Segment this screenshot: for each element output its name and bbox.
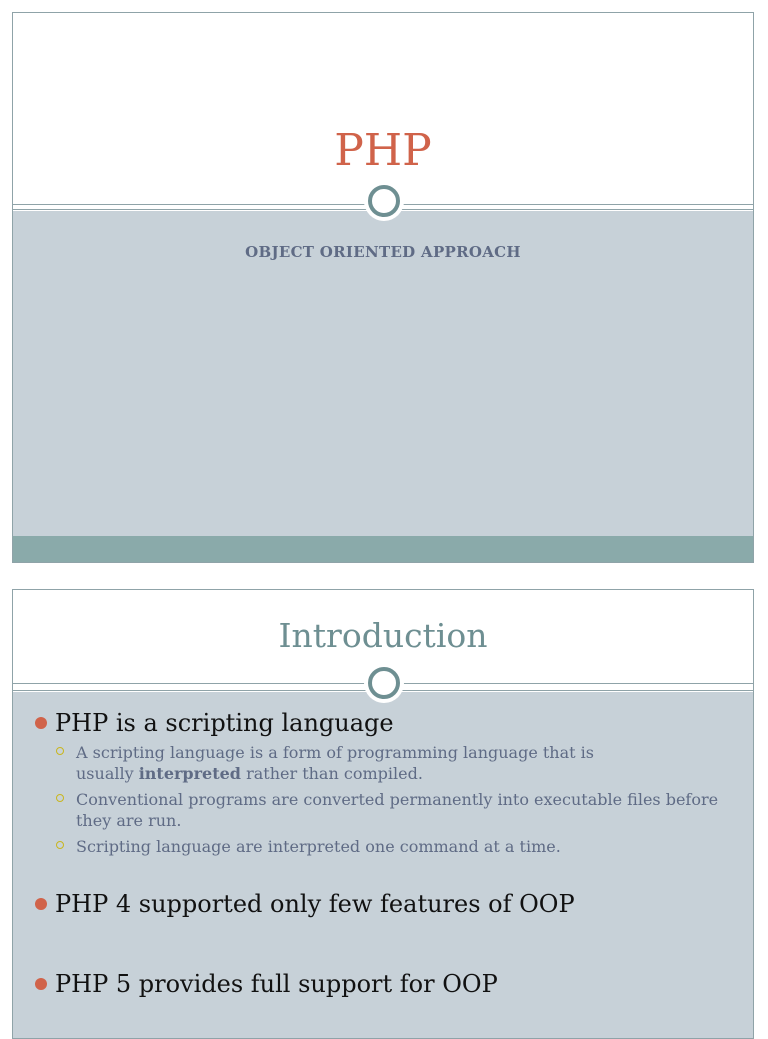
sub-bullet-item bbox=[33, 742, 733, 784]
footer-bar bbox=[13, 536, 753, 562]
bullet-list bbox=[33, 708, 733, 999]
bullet-text: PHP is a scripting language bbox=[55, 709, 394, 737]
bullet-dot-icon bbox=[35, 978, 47, 990]
bullet-item bbox=[33, 969, 733, 999]
sub-bullet-text: Conventional programs are converted permanently into executable files before they are run. bbox=[76, 790, 719, 830]
sub-bullet-item bbox=[33, 836, 733, 857]
sub-bullet-ring-icon bbox=[56, 747, 64, 755]
slide-subtitle: OBJECT ORIENTED APPROACH bbox=[245, 243, 521, 261]
sub-bullet-text: rather than compiled. bbox=[240, 764, 423, 783]
sub-bullet-text: Scripting language are interpreted one command at a time. bbox=[76, 837, 561, 856]
sub-bullet-item bbox=[33, 789, 733, 831]
emphasis-text: interpreted bbox=[138, 764, 241, 783]
introduction-slide bbox=[12, 589, 754, 1039]
slide-title: Introduction bbox=[278, 616, 488, 655]
sub-bullet-text: usually bbox=[76, 764, 139, 783]
sub-bullet-list bbox=[33, 742, 733, 857]
bullet-item bbox=[33, 708, 733, 738]
divider-circle-icon bbox=[368, 185, 400, 217]
sub-bullet-ring-icon bbox=[56, 794, 64, 802]
title-slide bbox=[12, 12, 754, 563]
bullet-text: PHP 5 provides full support for OOP bbox=[55, 970, 498, 998]
bullet-text: PHP 4 supported only few features of OOP bbox=[55, 890, 575, 918]
bullet-dot-icon bbox=[35, 717, 47, 729]
slide-title: PHP bbox=[334, 125, 432, 176]
sub-bullet-ring-icon bbox=[56, 841, 64, 849]
bullet-item bbox=[33, 889, 733, 919]
divider-circle-icon bbox=[368, 667, 400, 699]
bullet-dot-icon bbox=[35, 898, 47, 910]
sub-bullet-text: A scripting language is a form of programming language that is bbox=[76, 743, 594, 762]
